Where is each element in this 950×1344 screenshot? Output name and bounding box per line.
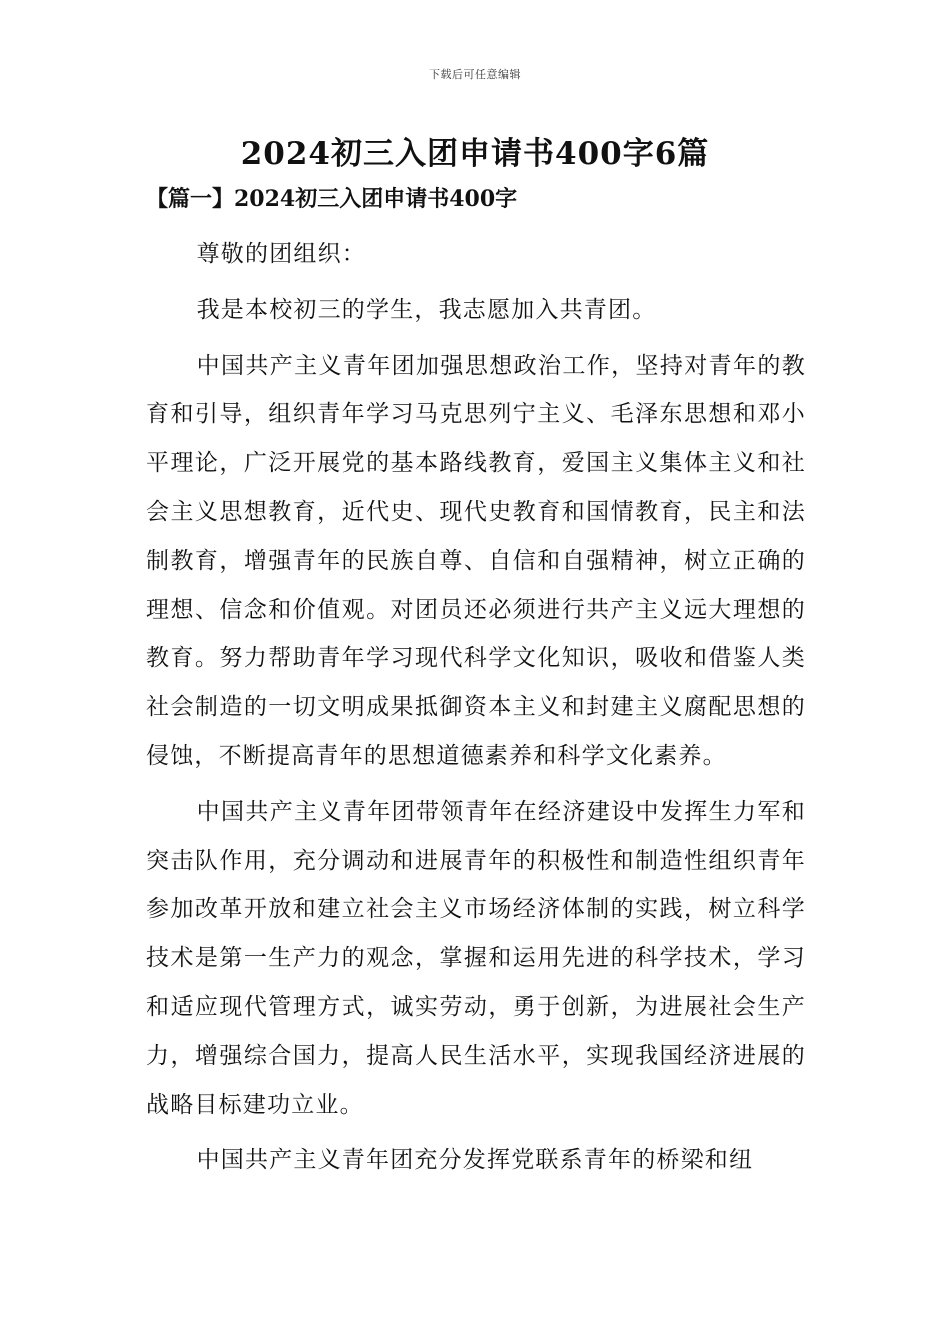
salutation: 尊敬的团组织： xyxy=(196,241,366,267)
header-note: 下载后可任意编辑 xyxy=(429,68,521,81)
document-body xyxy=(146,230,806,1192)
paragraph-2: 中国共产主义青年团加强思想政治工作，坚持对青年的教育和引导，组织青年学习马克思列宁主义、毛泽东思想和邓小平理论，广泛开展党的基本路线教育，爱国主义集体主义和社会主义思想教育，近代史、现代史教育和国情教育，民主和法制教育，增强青年的民族自尊、自信和自强精神，树立正确的理想、信念和价值观。对团员还必须进行共产主义远大理想的教育。努力帮助青年学习现代科学文化知识，吸收和借鉴人类社会制造的一切文明成果抵御资本主义和封建主义腐配思想的侵蚀，不断提高青年的思想道德素养和科学文化素养。 xyxy=(146,352,806,769)
section-heading: 【篇一】2024初三入团申请书400字 xyxy=(146,186,518,212)
paragraph-3: 中国共产主义青年团带领青年在经济建设中发挥生力军和突击队作用，充分调动和进展青年的积极性和制造性组织青年参加改革开放和建立社会主义市场经济体制的实践，树立科学技术是第一生产力的观念，掌握和运用先进的科学技术，学习和适应现代管理方式，诚实劳动，勇于创新，为进展社会生产力，增强综合国力，提高人民生活水平，实现我国经济进展的战略目标建功立业。 xyxy=(146,798,806,1118)
paragraph-1: 我是本校初三的学生，我志愿加入共青团。 xyxy=(196,296,657,323)
paragraph-4: 中国共产主义青年团充分发挥党联系青年的桥梁和纽 xyxy=(196,1147,754,1174)
document-title: 2024初三入团申请书400字6篇 xyxy=(240,136,710,172)
